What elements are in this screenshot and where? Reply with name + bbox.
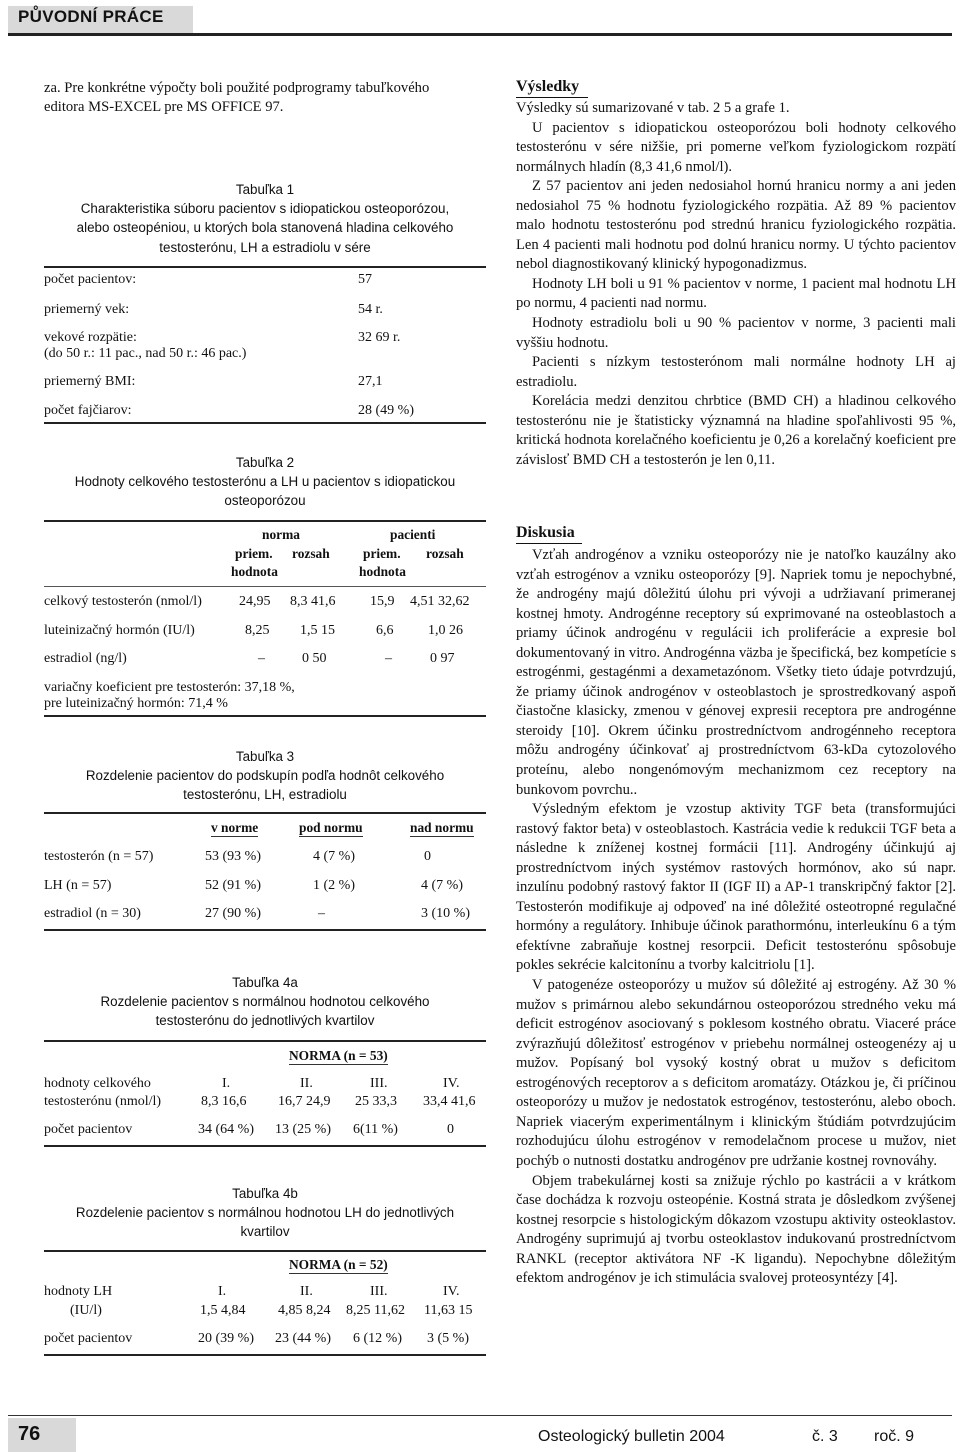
table4b-top-rule [44,1250,486,1252]
table1-top-rule [44,266,486,268]
intro-text: za. Pre konkrétne výpočty boli použité podprogramy tabuľkového editora MS-EXCEL pre MS OFFICE 97. [44,80,430,116]
table2-bottom-rule [44,715,486,717]
table2-top-rule [44,520,486,522]
journal-name: Osteologický bulletin 2004 [538,1428,725,1445]
table3-top-rule [44,812,486,814]
issue-number: č. 3 [812,1428,838,1445]
discussion-text: Vzťah androgénov a vzniku osteoporózy nie je natoľko kauzálny ako vzťah estrogénov a vzniku osteoporózy [9]. Napriek tomu je nepochybné, že androgény majú dôležitú úlohu pri vývoji a udržiavaní primeranej kostnej hmoty. Androgénne receptory sú exprimované na osteoblastoch a priamy účinok androgénu v regulácii ich proliferácie a expresie bol dokumentovaný in vitro. Androgénna väzba je špecifická, bez kompetície s estrogénmi, gestagénmi a dexametazónom. Všetky tieto údaje potvrdzujú, že priamy účinok androgénov v osteoblastoch je sprostredkovaný aspoň čiastočne klasicky, zmenou v génovej expresii receptora pre androgénne steroidy [10]. Okrem účinku prostredníctvom androgénneho receptora môžu androgény účinkovať aj prostredníctvom 63-kDa cytozolového proteínu, alebo nongenómovým mechanizmom cez receptory na bunkovom povrchu.. Výsledným efektom je vzostup aktivity TGF beta (transformujúci rastový faktor beta) v osteoblastoch. Kastrácia vedie k redukcii TGF beta a následne k zníženej kostnej formácii [11]. Androgény účinkujú aj prostredníctvom iných systémov rastových hormónov, ako sú napr. inzulínu podobný rastový faktor II (IGF II) a AP-1 transkripčný faktor [2]. Testosterón modifikuje aj odpoveď na iné dôležité osteotropné regulačné hormóny a regulátory. Inhibuje účinok parathormónu, interleukínu 6 a tým efektívne zabraňuje kostnej resorpcii. Deficit testosterónu spôsobuje pokles sekrécie kalcitonínu a tvorby kalcitriolu [1]. V patogenéze osteoporózy u mužov sú dôležité aj estrogény. Až 30 % mužov s primárnou alebo sekundárnou osteoporózou stredného veku má deficit estrogénov asociovaný s poklesom kostného obratu. Viaceré práce zvýrazňujú dôležitosť estrogénov v priebehu normálnej osteogenézy aj u mužov. Popísaný bol vysoký kostný obrat u mužov s deficitom estrogénových receptorov a s deficitom aromatázy. Otázkou je, či príčinou osteoporózy u mužov je nedostatok estrogénov, testosterónu, alebo oboch. Napriek viacerým experimentálnym i klinickým štúdiám potvrdzujúcim rozhodujúcu úlohu estrogénov v remodelačnom procese u mužov, niet pochýb o nutnosti dostatku androgénov pre udržanie kostnej rovnováhy. Objem trabekulárnej kosti sa znižuje rýchlo po kastrácii a v krátkom čase dochádza k rozvoju osteopénie. Kostná strata je dôsledkom zvýšenej kostnej resorpcie s histologickým dôkazom vzostupu aktivity osteoklastov. Androgény suprimujú aj tvorbu osteoklastov indukovanú prostredníctvom RANKL (receptor aktivátora NF -K ligandu). Nepochybne dôležitým efektom androgénov je ich stimulácia svalovej proteosyntézy [4]. [516,547,956,1287]
volume-year: roč. 9 [874,1428,915,1445]
table2-caption: Tabuľka 2 Hodnoty celkového testosterónu a LH u pacientov s idiopatickou osteoporózou [74,455,456,509]
footer-rule [8,1415,952,1416]
discussion-heading: Diskusia [516,524,575,541]
table4b-caption: Tabuľka 4b Rozdelenie pacientov s normálnou hodnotou LH do jednotlivých kvartilov [75,1186,455,1240]
results-heading: Výsledky [516,78,580,95]
table4a-bottom-rule [44,1145,486,1147]
table4a-caption: Tabuľka 4a Rozdelenie pacientov s normálnou hodnotou celkového testosterónu do jednotlivých kvartilov [100,975,430,1029]
table4b-bottom-rule [44,1354,486,1356]
results-text: Výsledky sú sumarizované v tab. 2 5 a grafe 1. U pacientov s idiopatickou osteoporózou boli hodnoty celkového testosterónu v sére nižšie, pri pomerne veľkom fyziologickom rozpätí normálnych hladín (8,3 41,6 nmol/l). Z 57 pacientov ani jeden nedosiahol hornú hranicu normy a ani jeden nedosiahol 75 % hodnotu fyziologického rozpätia. Až 89 % pacientov malo hodnotu testosterónu pod strednú hranicu fyziologického rozpätia. Len 4 pacienti mali hodnotu pod dolnú hranicu normy. U týchto pacientov nebol diagnostikovaný klinický hypogonadizmus. Hodnoty LH boli u 91 % pacientov v norme, 1 pacient mal hodnotu LH po normu, 4 pacienti nad normu. Hodnoty estradiolu boli u 90 % pacientov v norme, 3 pacienti mali vyššiu hodnotu. Pacienti s nízkym testosterónom mali normálne hodnoty LH aj estradiolu. Korelácia medzi denzitou chrbtice (BMD CH) a hladinou celkového testosterónu nie je štatisticky významná na hladine spoľahlivosti 95 %, kritická hodnota korelačného koeficientu je 0,26 a korelačný koeficient pre závislosť BMD CH a testosterón je len 0,11. [516,100,956,468]
page-number: 76 [18,1423,41,1445]
discussion-heading-underline [516,543,582,544]
section-header: PŮVODNÍ PRÁCE [18,7,164,26]
table1-caption: Tabuľka 1 Charakteristika súboru pacientov s idiopatickou osteoporózou, alebo osteopéniou, u ktorých bola stanovená hladina celkového testosterónu, LH a estradiolu v sére [76,182,454,255]
table3-caption: Tabuľka 3 Rozdelenie pacientov do podskupín podľa hodnôt celkového testosterónu, LH, estradiolu [85,749,445,803]
table1-bottom-rule [44,422,486,424]
table2-header-rule [44,586,486,587]
results-heading-underline [516,97,588,98]
table4a-top-rule [44,1040,486,1042]
header-rule [8,33,952,36]
table3-bottom-rule [44,929,486,931]
